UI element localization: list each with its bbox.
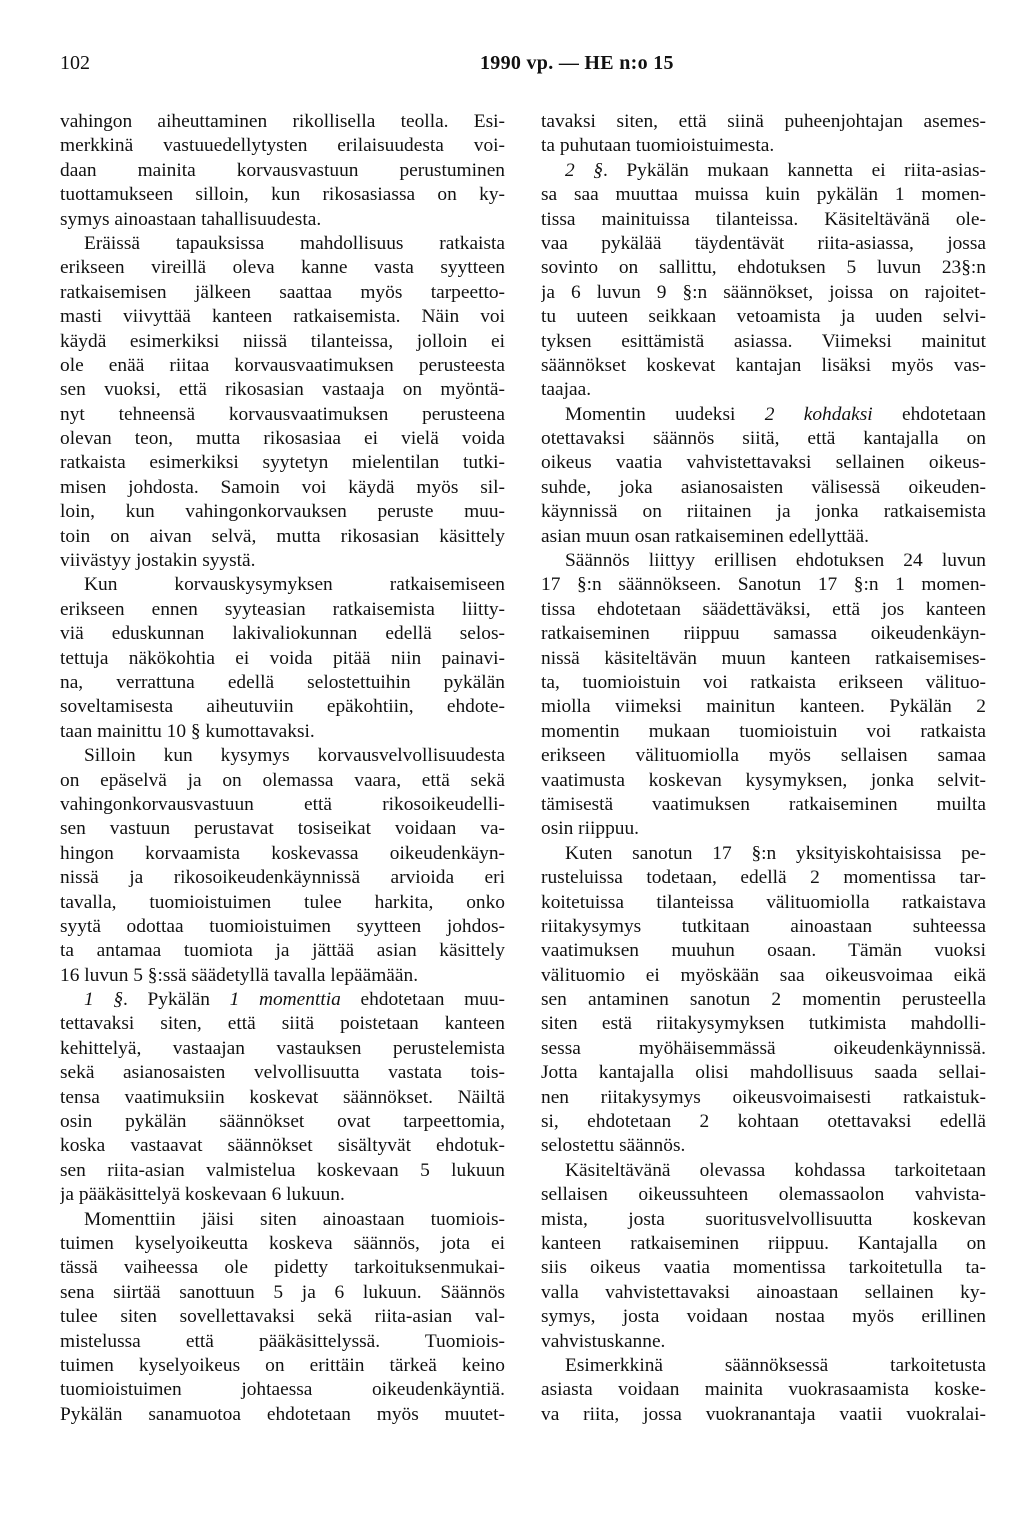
text-line: tissa mainituissa tilanteissa. Käsiteltävänä ole- <box>541 208 986 230</box>
text-line: sessa myöhäisemmässä oikeudenkäynnissä. <box>541 1037 986 1059</box>
right-column <box>541 110 986 1427</box>
text-line: selostettu säännös. <box>541 1135 686 1157</box>
text-line: tuimen kyselyoikeutta koskeva säännös, jota ei <box>60 1232 505 1254</box>
text-line: mista, josta suoritusvelvollisuutta koskevan <box>541 1208 986 1230</box>
text-line: Käsiteltävänä olevassa kohdassa tarkoitetaan <box>565 1159 986 1181</box>
text-line: käynnissä on riitainen ja jonka ratkaisemista <box>541 501 986 523</box>
text-line: merkkinä vastuuedellytysten erilaisuudesta voi- <box>60 135 505 157</box>
text-line: suhde, joka asianosaisten välisessä oikeuden- <box>541 476 986 498</box>
text-line: osin riippuu. <box>541 818 640 840</box>
text-line: sen vastuun perustavat tosiseikat voidaan va- <box>60 818 505 840</box>
text-line: tissa ehdotetaan säädettäväksi, että jos kanteen <box>541 598 986 620</box>
text-line: ja pääkäsittelyä koskevaan 6 lukuun. <box>60 1184 345 1206</box>
text-line: ta antamaa tuomiota ja jättää asian käsittely <box>60 940 505 962</box>
text-line: vaatimuksen muuhun osaan. Tämän vuoksi <box>541 940 986 962</box>
text-line: erikseen välituomiolla myös sellaisen samaa <box>541 745 986 767</box>
text-line: rusteluissa todetaan, edellä 2 momentissa tar- <box>541 867 986 889</box>
text-line: tuottamukseen silloin, kun rikosasiassa on ky- <box>60 184 505 206</box>
text-line: tavalla, tuomioistuimen tulee harkita, onko <box>60 891 505 913</box>
text-line: Pykälän sanamuotoa ehdotetaan myös muutet- <box>60 1403 505 1425</box>
text-line: misen johdosta. Samoin voi käydä myös sil- <box>60 476 505 498</box>
text-line: tulee siten sovellettavaksi sekä riita-asian val- <box>60 1306 505 1328</box>
text-line: ja 6 luvun 9 §:n säännökset, joissa on rajoitet- <box>541 281 986 303</box>
text-line: Kun korvauskysymyksen ratkaisemiseen <box>84 574 505 596</box>
text-line: sekä asianosaisten velvollisuutta vastata tois- <box>60 1062 505 1084</box>
text-line: va riita, jossa vuokranantaja vaatii vuokralai- <box>541 1403 986 1425</box>
text-line: Silloin kun kysymys korvausvelvollisuudesta <box>84 745 505 767</box>
text-line: viivästyy jostakin syystä. <box>60 550 256 572</box>
text-line: erikseen ennen syyteasian ratkaisemista liitty- <box>60 598 505 620</box>
text-line: koitetuissa tilanteissa välituomiolla ratkaistava <box>541 891 986 913</box>
text-line: viä eduskunnan lakivaliokunnan edellä selos- <box>60 623 505 645</box>
text-line: soveltamisesta aiheutuviin epäkohtiin, ehdote- <box>60 696 505 718</box>
text-line: Momenttiin jäisi siten ainoastaan tuomiois- <box>84 1208 505 1230</box>
text-line: riitakysymys tutkitaan ainoastaan suhteessa <box>541 915 986 937</box>
text-line: olevan teon, mutta rikosasiaa ei vielä voida <box>60 428 505 450</box>
running-head: 1990 vp. — HE n:o 15 <box>480 52 674 74</box>
text-line: Säännös liittyy erillisen ehdotuksen 24 luvun <box>565 550 986 572</box>
text-line: mistelussa että pääkäsittelyssä. Tuomiois- <box>60 1330 505 1352</box>
text-line: sen antaminen sanotun 2 momentin perusteella <box>541 989 986 1011</box>
text-line: kanteen ratkaiseminen riippuu. Kantajalla on <box>541 1232 986 1254</box>
text-line: koska vastaavat säännökset sisältyvät ehdotuk- <box>60 1135 505 1157</box>
text-line: nen riitakysymys oikeusvoimaisesti ratkaistuk- <box>541 1086 986 1108</box>
text-line: siten estä riitakysymyksen tutkimista mahdolli- <box>541 1013 986 1035</box>
text-line: 17 §:n säännökseen. Sanotun 17 §:n 1 momen- <box>541 574 986 596</box>
text-line: tässä vaiheessa ole pidetty tarkoituksenmukai- <box>60 1257 505 1279</box>
text-line: nissä käsiteltävän muun kanteen ratkaisemises- <box>541 647 986 669</box>
text-line: tettavaksi siten, että siitä poistetaan kanteen <box>60 1013 505 1035</box>
text-line: valla vahvistettavaksi ainoastaan sellainen ky- <box>541 1281 986 1303</box>
text-line: daan mainita korvausvastuun perustuminen <box>60 159 505 181</box>
text-line: taan mainittu 10 § kumottavaksi. <box>60 720 315 742</box>
text-line: hingon korvaamista koskevassa oikeudenkäyn- <box>60 842 505 864</box>
text-line: otettavaksi säännös siitä, että kantajalla on <box>541 428 986 450</box>
text-line: syytä odottaa tuomioistuimen syytteen johdos- <box>60 915 505 937</box>
text-line: 1 §. Pykälän 1 momenttia ehdotetaan muu- <box>84 989 505 1011</box>
text-line: on epäselvä ja on olemassa vaara, että sekä <box>60 769 505 791</box>
text-line: miolla viimeksi mainitun kanteen. Pykälän 2 <box>541 696 986 718</box>
text-line: sen riita-asian valmistelua koskevaan 5 lukuun <box>60 1159 505 1181</box>
text-line: momentin mukaan tuomioistuin voi ratkaista <box>541 720 986 742</box>
text-line: sovinto on sallittu, ehdotuksen 5 luvun 23§:n <box>541 257 986 279</box>
text-line: tettuja näkökohtia ei voida pitää niin painavi- <box>60 647 505 669</box>
text-line: vahingonkorvausvastuun että rikosoikeudelli- <box>60 793 505 815</box>
text-line: Esimerkkinä säännöksessä tarkoitetusta <box>565 1354 986 1376</box>
text-line: taajaa. <box>541 379 592 401</box>
text-line: asiasta voidaan mainita vuokrasaamista koske- <box>541 1379 986 1401</box>
text-line: masti viivyttää kanteen ratkaisemista. Näin voi <box>60 306 505 328</box>
text-line: säännökset koskevat kantajan lisäksi myös vas- <box>541 354 986 376</box>
text-line: siis oikeus vaatia momentissa tarkoitetulla ta- <box>541 1257 986 1279</box>
text-line: Jotta kantajalla olisi mahdollisuus saada sellai- <box>541 1062 986 1084</box>
left-column <box>60 110 505 1427</box>
page-header <box>60 52 990 80</box>
text-line: kehittelyä, vastaajan vastauksen perustelemista <box>60 1037 505 1059</box>
text-line: Kuten sanotun 17 §:n yksityiskohtaisissa pe- <box>565 842 986 864</box>
text-line: ratkaiseminen riippuu samassa oikeudenkäyn- <box>541 623 986 645</box>
text-line: vaatimusta koskevan kysymyksen, jonka selvit- <box>541 769 986 791</box>
text-line: vaa pykälää täydentävät riita-asiassa, jossa <box>541 232 986 254</box>
text-line: sen vuoksi, että rikosasian vastaaja on myöntä- <box>60 379 505 401</box>
text-line: symys ainoastaan tahallisuudesta. <box>60 208 322 230</box>
text-line: sena siirtää sanottuun 5 ja 6 lukuun. Säännös <box>60 1281 505 1303</box>
text-line: asian muun osan ratkaiseminen edellyttää. <box>541 525 869 547</box>
text-line: vahingon aiheuttaminen rikollisella teolla. Esi- <box>60 111 505 132</box>
text-line: na, verrattuna edellä selostettuihin pykälän <box>60 671 505 693</box>
text-line: oikeus vaatia vahvistettavaksi sellainen oikeus- <box>541 452 986 474</box>
text-line: 2 §. Pykälän mukaan kannetta ei riita-asias- <box>565 159 986 181</box>
text-line: osin pykälän säännökset ovat tarpeettomia, <box>60 1111 505 1133</box>
text-line: Momentin uudeksi 2 kohdaksi ehdotetaan <box>565 403 986 425</box>
text-line: tuomioistuimen johtaessa oikeudenkäyntiä. <box>60 1379 505 1401</box>
text-line: loin, kun vahingonkorvauksen peruste muu- <box>60 501 505 523</box>
text-line: tämisestä vaatimuksen ratkaiseminen muilta <box>541 793 986 815</box>
text-line: sa saa muuttaa muissa kuin pykälän 1 momen- <box>541 184 986 206</box>
text-line: toin on aivan selvä, mutta rikosasian käsittely <box>60 525 505 547</box>
text-line: ta puhutaan tuomioistuimesta. <box>541 135 775 157</box>
text-line: tuimen kyselyoikeus on erittäin tärkeä keino <box>60 1354 505 1376</box>
text-line: vahvistuskanne. <box>541 1330 666 1352</box>
text-line: ole enää riitaa korvausvaatimuksen perusteesta <box>60 354 505 376</box>
text-line: tavaksi siten, että siinä puheenjohtajan asemes- <box>541 111 986 132</box>
text-line: tu uuteen seikkaan vetoamista ja uuden selvi- <box>541 306 986 328</box>
text-line: erikseen vireillä oleva kanne vasta syytteen <box>60 257 505 279</box>
text-line: välituomio ei myöskään saa oikeusvoimaa eikä <box>541 964 986 986</box>
text-line: tensa vaatimuksiin koskevat säännökset. Näiltä <box>60 1086 505 1108</box>
text-line: käydä esimerkiksi niissä tilanteissa, jolloin ei <box>60 330 505 352</box>
text-line: ratkaista esimerkiksi syytetyn mielentilan tutki- <box>60 452 505 474</box>
text-line: tyksen esittämistä asiassa. Viimeksi mainitut <box>541 330 986 352</box>
text-line: ta, tuomioistuin voi ratkaista erikseen välituo- <box>541 671 986 693</box>
text-line: 16 luvun 5 §:ssä säädetyllä tavalla lepäämään. <box>60 964 419 986</box>
text-line: nyt tehneensä korvausvaatimuksen perusteena <box>60 403 505 425</box>
text-line: symys, josta voidaan nostaa myös erillinen <box>541 1306 986 1328</box>
page-number: 102 <box>60 52 90 74</box>
text-line: sellaisen oikeussuhteen olemassaolon vahvista- <box>541 1184 986 1206</box>
text-line: si, ehdotetaan 2 kohtaan otettavaksi edellä <box>541 1111 986 1133</box>
text-line: ratkaisemisen jälkeen saattaa myös tarpeetto- <box>60 281 505 303</box>
text-line: nissä ja rikosoikeudenkäynnissä arvioida eri <box>60 867 505 889</box>
text-line: Eräissä tapauksissa mahdollisuus ratkaista <box>84 232 505 254</box>
